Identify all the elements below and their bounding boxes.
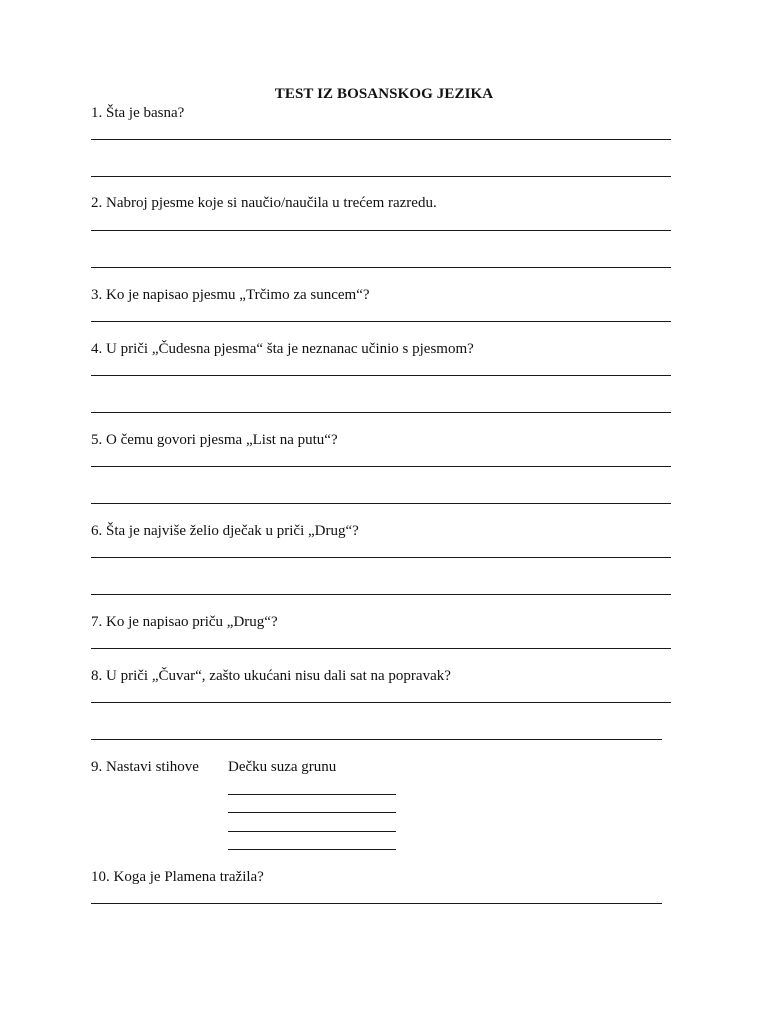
question-10: 10. Koga je Plamena tražila? bbox=[91, 869, 264, 885]
worksheet-title: TEST IZ BOSANSKOG JEZIKA bbox=[274, 86, 494, 102]
answer-line-6b[interactable] bbox=[91, 594, 671, 595]
answer-line-7a[interactable] bbox=[91, 648, 671, 649]
verse-line-2[interactable] bbox=[228, 812, 396, 813]
answer-line-5a[interactable] bbox=[91, 466, 671, 467]
question-1: 1. Šta je basna? bbox=[91, 105, 185, 121]
verse-line-4[interactable] bbox=[228, 849, 396, 850]
question-7: 7. Ko je napisao priču „Drug“? bbox=[91, 614, 278, 630]
question-2: 2. Nabroj pjesme koje si naučio/naučila u trećem razredu. bbox=[91, 195, 437, 211]
answer-line-6a[interactable] bbox=[91, 557, 671, 558]
verse-line-3[interactable] bbox=[228, 831, 396, 832]
answer-line-10a[interactable] bbox=[91, 903, 662, 904]
answer-line-5b[interactable] bbox=[91, 503, 671, 504]
question-9: 9. Nastavi stihove bbox=[91, 759, 199, 775]
answer-line-4b[interactable] bbox=[91, 412, 671, 413]
answer-line-2b[interactable] bbox=[91, 267, 671, 268]
question-8: 8. U priči „Čuvar“, zašto ukućani nisu dali sat na popravak? bbox=[91, 668, 451, 684]
answer-line-2a[interactable] bbox=[91, 230, 671, 231]
answer-line-1b[interactable] bbox=[91, 176, 671, 177]
question-6: 6. Šta je najviše želio dječak u priči „Drug“? bbox=[91, 523, 359, 539]
question-3: 3. Ko je napisao pjesmu „Trčimo za suncem“? bbox=[91, 287, 370, 303]
answer-line-8b[interactable] bbox=[91, 739, 662, 740]
question-5: 5. O čemu govori pjesma „List na putu“? bbox=[91, 432, 338, 448]
answer-line-1a[interactable] bbox=[91, 139, 671, 140]
verse-line-1[interactable] bbox=[228, 794, 396, 795]
verse-start: Dečku suza grunu bbox=[228, 759, 337, 775]
question-4: 4. U priči „Čudesna pjesma“ šta je neznanac učinio s pjesmom? bbox=[91, 341, 474, 357]
answer-line-8a[interactable] bbox=[91, 702, 671, 703]
answer-line-3a[interactable] bbox=[91, 321, 671, 322]
answer-line-4a[interactable] bbox=[91, 375, 671, 376]
